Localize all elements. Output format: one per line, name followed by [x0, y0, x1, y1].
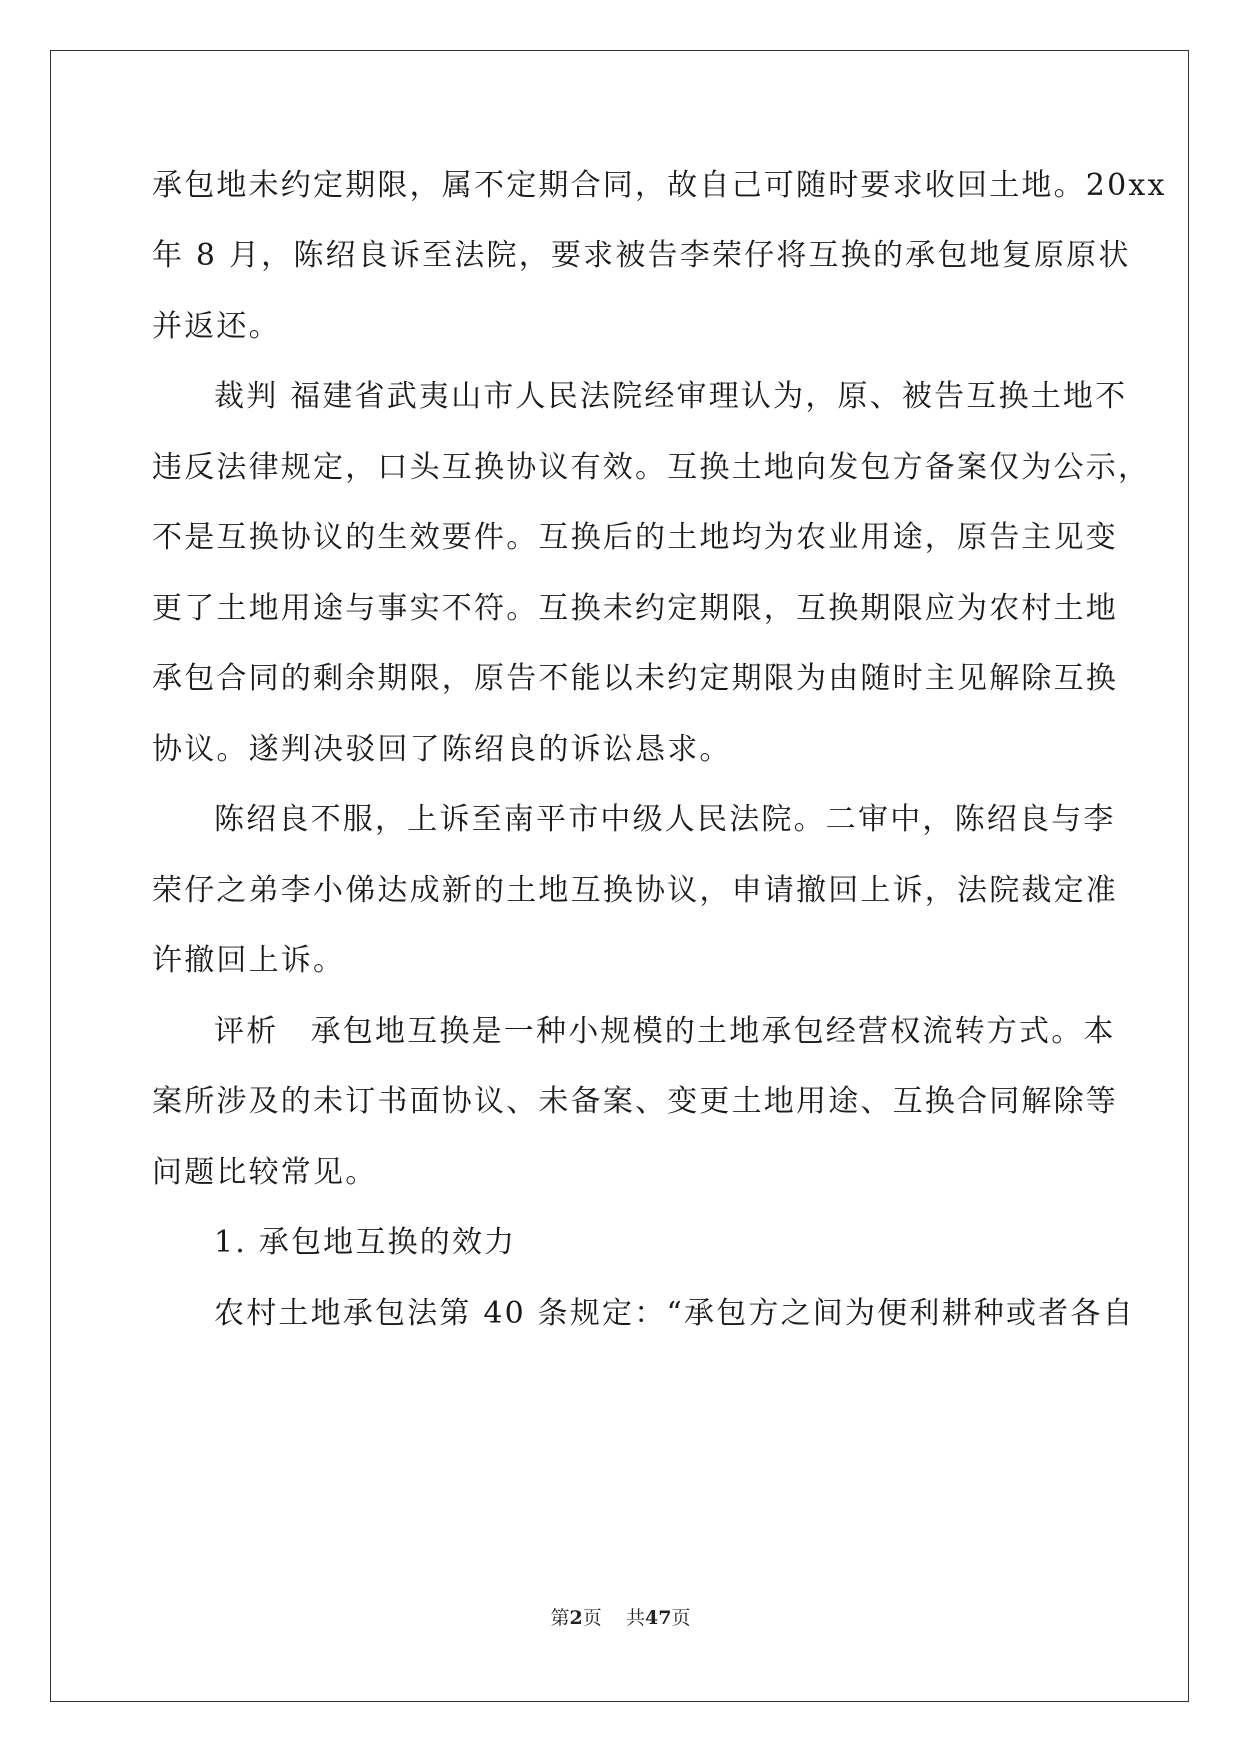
section-heading: 1. 承包地互换的效力 [214, 1225, 517, 1260]
page-footer [0, 1606, 1241, 1630]
paragraph-start: 裁判 福建省武夷山市人民法院经审理认为，原、被告互换土地不 [214, 379, 1128, 414]
text-line: 更了土地用途与事实不符。互换未约定期限，互换期限应为农村土地 [152, 591, 1118, 626]
text-line: 违反法律规定，口头互换协议有效。互换土地向发包方备案仅为公示， [152, 450, 1151, 485]
text-line: 案所涉及的未订书面协议、未备案、变更土地用途、互换合同解除等 [152, 1084, 1118, 1119]
footer-total-prefix: 共 [625, 1607, 645, 1629]
text-line: 协议。遂判决驳回了陈绍良的诉讼恳求。 [152, 732, 732, 767]
text-line: 承包合同的剩余期限，原告不能以未约定期限为由随时主见解除互换 [152, 661, 1118, 696]
paragraph-start: 评析 承包地互换是一种小规模的土地承包经营权流转方式。本 [214, 1014, 1116, 1049]
paragraph-start: 陈绍良不服，上诉至南平市中级人民法院。二审中，陈绍良与李 [214, 802, 1116, 837]
text-line: 许撤回上诉。 [152, 943, 346, 978]
text-line: 荣仔之弟李小俤达成新的土地互换协议，申请撤回上诉，法院裁定准 [152, 873, 1118, 908]
text-line: 年 8 月，陈绍良诉至法院，要求被告李荣仔将互换的承包地复原原状 [152, 238, 1131, 273]
paragraph-start: 农村土地承包法第 40 条规定：“承包方之间为便利耕种或者各自 [214, 1296, 1135, 1331]
total-pages-number: 47 [644, 1607, 672, 1629]
text-line: 承包地未约定期限，属不定期合同，故自己可随时要求收回土地。20xx [152, 168, 1167, 203]
text-line: 不是互换协议的生效要件。互换后的土地均为农业用途，原告主见变 [152, 520, 1118, 555]
footer-prefix: 第 [550, 1607, 570, 1629]
footer-total-unit: 页 [671, 1607, 691, 1629]
text-line: 并返还。 [152, 309, 281, 344]
current-page-number: 2 [569, 1607, 583, 1629]
text-line: 问题比较常见。 [152, 1155, 378, 1190]
footer-page-unit: 页 [582, 1607, 602, 1629]
